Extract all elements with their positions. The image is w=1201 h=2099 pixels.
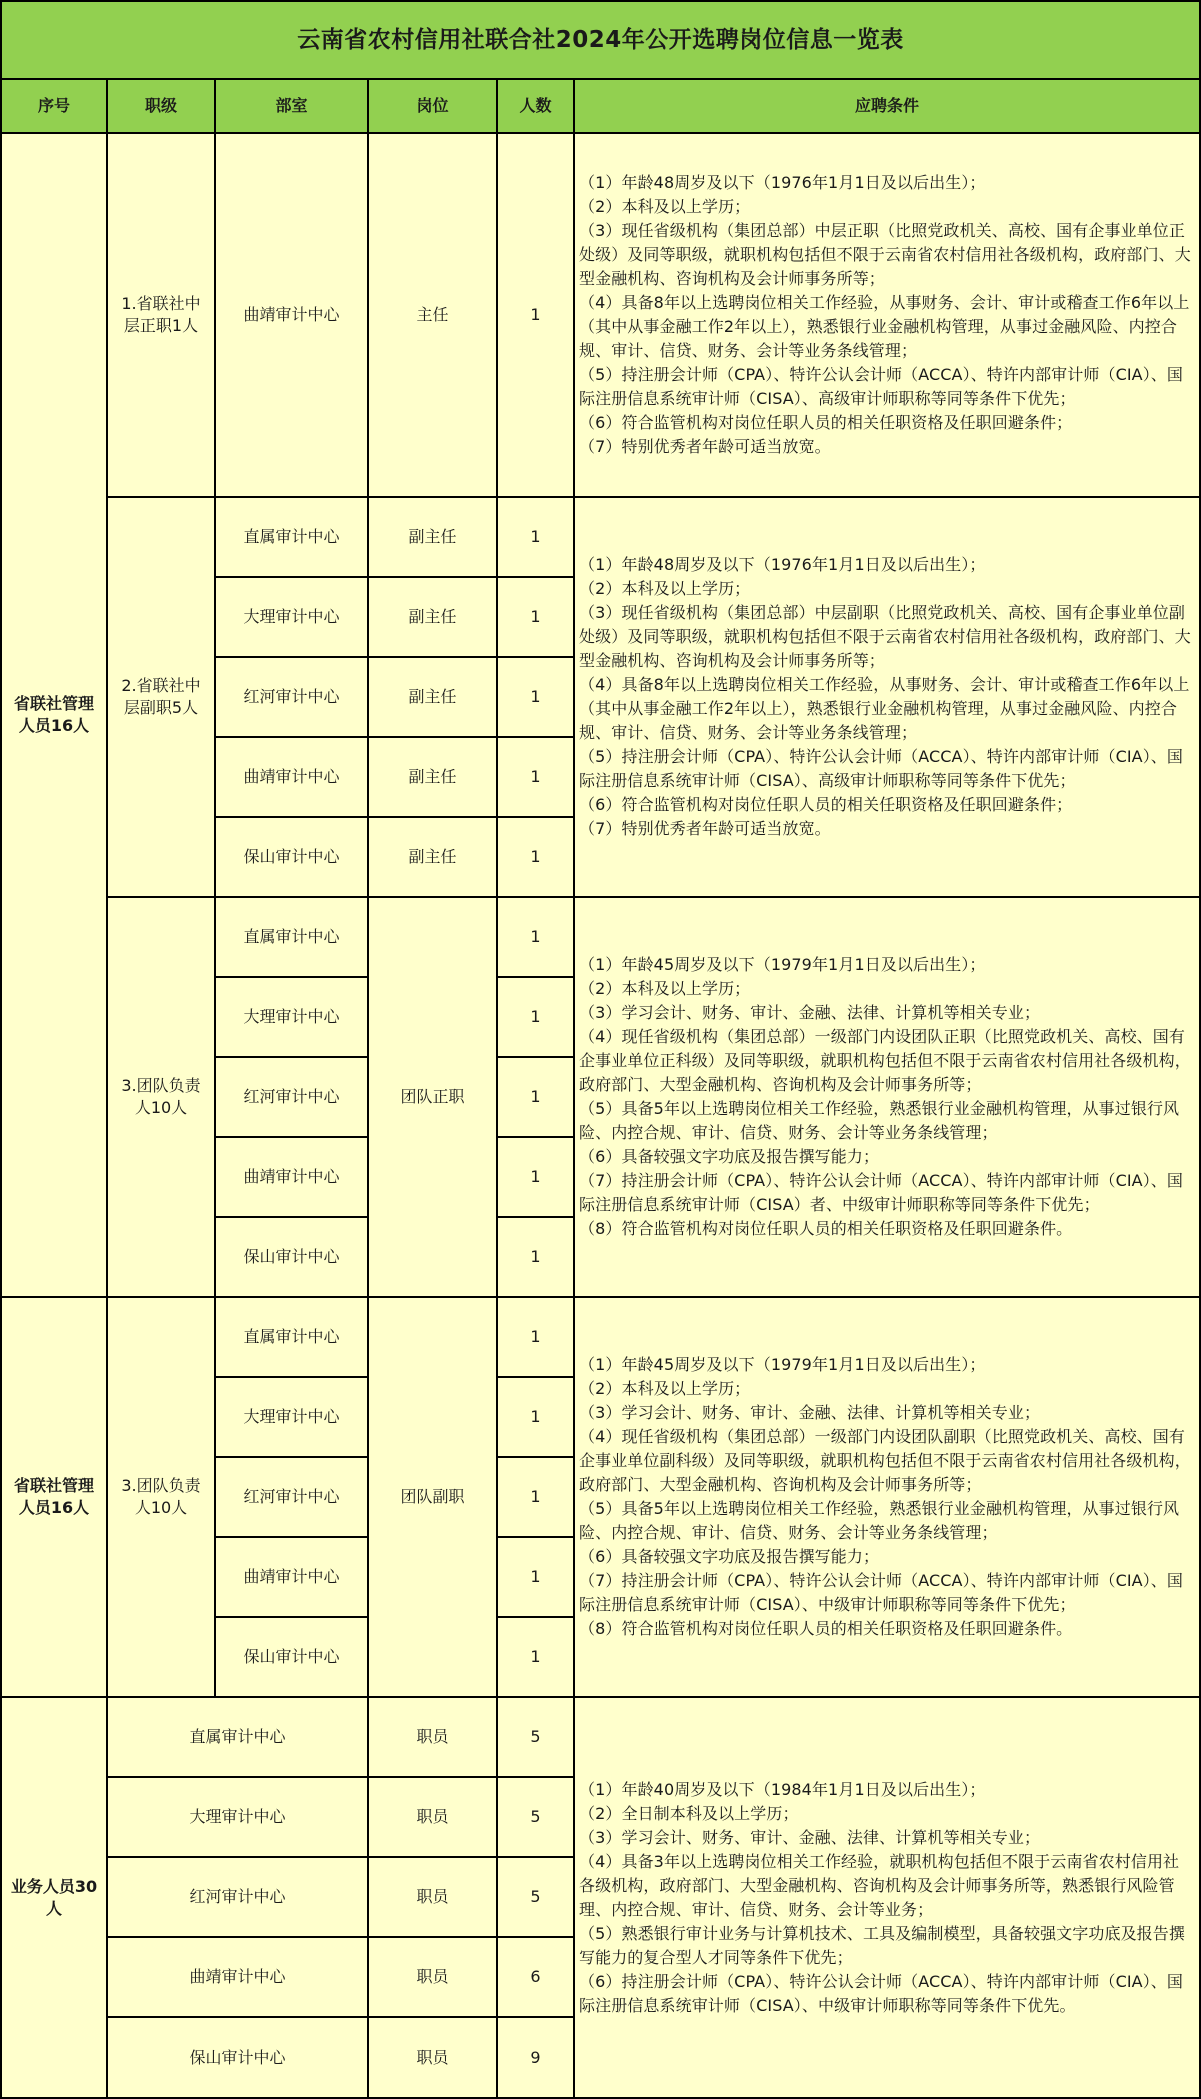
count-cell: 1: [498, 1378, 575, 1458]
count-cell: 1: [498, 134, 575, 498]
table-title: 云南省农村信用社联合社2024年公开选聘岗位信息一览表: [0, 0, 1201, 80]
count-cell: 1: [498, 738, 575, 818]
conditions-cell: [575, 898, 1201, 1298]
condition-item: （4）现任省级机构（集团总部）一级部门内设团队正职（比照党政机关、高校、国有企事业单位正科级）及同等职级，就职机构包括但不限于云南省农村信用社各级机构，政府部门、大型金融机构、咨询机构及会计师事务所等；: [579, 1027, 1191, 1094]
condition-item: （2）本科及以上学历；: [579, 1379, 751, 1398]
header-conditions: 应聘条件: [575, 80, 1201, 134]
count-cell: 5: [498, 1698, 575, 1778]
condition-item: （4）具备8年以上选聘岗位相关工作经验，从事财务、会计、审计或稽查工作6年以上（其中从事金融工作2年以上），熟悉银行业金融机构管理，从事过金融风险、内控合规、审计、信贷、财务、会计等业务条线管理；: [579, 675, 1190, 742]
condition-item: （6）具备较强文字功底及报告撰写能力；: [579, 1547, 880, 1566]
condition-item: （3）学习会计、财务、审计、金融、法律、计算机等相关专业；: [579, 1003, 1041, 1022]
condition-item: （7）持注册会计师（CPA）、特许公认会计师（ACCA）、特许内部审计师（CIA）、国际注册信息系统审计师（CISA）者、中级审计师职称等同等条件下优先；: [579, 1171, 1184, 1214]
dept-cell: 直属审计中心: [216, 498, 369, 578]
condition-item: （4）具备3年以上选聘岗位相关工作经验，就职机构包括但不限于云南省农村信用社各级机构，政府部门、大型金融机构、咨询机构及会计师事务所等，熟悉银行风险管理、内控合规、审计、信贷、财务、会计等业务；: [579, 1851, 1180, 1919]
conditions-list: [579, 1778, 1195, 2018]
dept-cell: 大理审计中心: [108, 1778, 369, 1858]
condition-item: （2）本科及以上学历；: [579, 579, 751, 598]
condition-item: （3）现任省级机构（集团总部）中层正职（比照党政机关、高校、国有企事业单位正处级）及同等职级，就职机构包括但不限于云南省农村信用社各级机构，政府部门、大型金融机构、咨询机构及会计师事务所等；: [579, 221, 1191, 288]
conditions-cell: [575, 1698, 1201, 2099]
condition-item: （5）具备5年以上选聘岗位相关工作经验，熟悉银行业金融机构管理，从事过银行风险、内控合规、审计、信贷、财务、会计等业务条线管理；: [579, 1099, 1180, 1142]
conditions-list: [579, 553, 1195, 841]
group-label: 业务人员30人: [0, 1698, 108, 2099]
position-cell: 职员: [369, 1698, 498, 1778]
condition-item: （7）持注册会计师（CPA）、特许公认会计师（ACCA）、特许内部审计师（CIA）、国际注册信息系统审计师（CISA）、中级审计师职称等同等条件下优先；: [579, 1571, 1184, 1614]
position-cell: 职员: [369, 1778, 498, 1858]
dept-cell: 红河审计中心: [216, 658, 369, 738]
position-cell: 副主任: [369, 498, 498, 578]
header-count: 人数: [498, 80, 575, 134]
condition-item: （8）符合监管机构对岗位任职人员的相关任职资格及任职回避条件。: [579, 1219, 1073, 1238]
condition-item: （1）年龄45周岁及以下（1979年1月1日及以后出生）；: [579, 955, 986, 974]
count-cell: 1: [498, 1298, 575, 1378]
condition-item: （1）年龄48周岁及以下（1976年1月1日及以后出生）；: [579, 555, 986, 574]
dept-cell: 直属审计中心: [108, 1698, 369, 1778]
position-cell: 职员: [369, 2018, 498, 2099]
count-cell: 1: [498, 498, 575, 578]
level-cell: 2.省联社中层副职5人: [108, 498, 216, 898]
dept-cell: 保山审计中心: [216, 1218, 369, 1298]
position-cell: 团队正职: [369, 898, 498, 1298]
dept-cell: 曲靖审计中心: [216, 738, 369, 818]
header-level: 职级: [108, 80, 216, 134]
condition-item: （4）现任省级机构（集团总部）一级部门内设团队副职（比照党政机关、高校、国有企事业单位副科级）及同等职级，就职机构包括但不限于云南省农村信用社各级机构，政府部门、大型金融机构、咨询机构及会计师事务所等；: [579, 1427, 1191, 1494]
position-cell: 职员: [369, 1858, 498, 1938]
dept-cell: 曲靖审计中心: [216, 134, 369, 498]
header-position: 岗位: [369, 80, 498, 134]
dept-cell: 直属审计中心: [216, 898, 369, 978]
count-cell: 1: [498, 1538, 575, 1618]
position-cell: 副主任: [369, 818, 498, 898]
conditions-cell: [575, 498, 1201, 898]
count-cell: 5: [498, 1778, 575, 1858]
dept-cell: 大理审计中心: [216, 578, 369, 658]
position-cell: 主任: [369, 134, 498, 498]
count-cell: 1: [498, 818, 575, 898]
condition-item: （2）本科及以上学历；: [579, 197, 751, 216]
count-cell: 6: [498, 1938, 575, 2018]
count-cell: 1: [498, 1218, 575, 1298]
header-dept: 部室: [216, 80, 369, 134]
condition-item: （2）全日制本科及以上学历；: [579, 1803, 799, 1823]
condition-item: （6）具备较强文字功底及报告撰写能力；: [579, 1147, 880, 1166]
condition-item: （5）持注册会计师（CPA）、特许公认会计师（ACCA）、特许内部审计师（CIA）、国际注册信息系统审计师（CISA）、高级审计师职称等同等条件下优先；: [579, 365, 1184, 408]
condition-item: （7）特别优秀者年龄可适当放宽。: [579, 819, 831, 838]
position-cell: 副主任: [369, 738, 498, 818]
dept-cell: 大理审计中心: [216, 978, 369, 1058]
count-cell: 5: [498, 1858, 575, 1938]
condition-item: （6）符合监管机构对岗位任职人员的相关任职资格及任职回避条件；: [579, 413, 1073, 432]
conditions-list: [579, 171, 1195, 459]
count-cell: 1: [498, 1058, 575, 1138]
condition-item: （1）年龄40周岁及以下（1984年1月1日及以后出生）；: [579, 1779, 986, 1799]
count-cell: 1: [498, 1138, 575, 1218]
count-cell: 1: [498, 898, 575, 978]
condition-item: （4）具备8年以上选聘岗位相关工作经验，从事财务、会计、审计或稽查工作6年以上（其中从事金融工作2年以上），熟悉银行业金融机构管理，从事过金融风险、内控合规、审计、信贷、财务、会计等业务条线管理；: [579, 293, 1190, 360]
conditions-list: [579, 1353, 1195, 1641]
condition-item: （1）年龄48周岁及以下（1976年1月1日及以后出生）；: [579, 173, 986, 192]
count-cell: 1: [498, 578, 575, 658]
condition-item: （3）现任省级机构（集团总部）中层副职（比照党政机关、高校、国有企事业单位副处级）及同等职级，就职机构包括但不限于云南省农村信用社各级机构，政府部门、大型金融机构、咨询机构及会计师事务所等；: [579, 603, 1191, 670]
condition-item: （5）持注册会计师（CPA）、特许公认会计师（ACCA）、特许内部审计师（CIA）、国际注册信息系统审计师（CISA）、高级审计师职称等同等条件下优先；: [579, 747, 1184, 790]
condition-item: （5）具备5年以上选聘岗位相关工作经验，熟悉银行业金融机构管理，从事过银行风险、内控合规、审计、信贷、财务、会计等业务条线管理；: [579, 1499, 1180, 1542]
dept-cell: 曲靖审计中心: [108, 1938, 369, 2018]
level-cell: 3.团队负责人10人: [108, 1298, 216, 1698]
level-cell: 1.省联社中层正职1人: [108, 134, 216, 498]
condition-item: （8）符合监管机构对岗位任职人员的相关任职资格及任职回避条件。: [579, 1619, 1073, 1638]
count-cell: 1: [498, 978, 575, 1058]
dept-cell: 红河审计中心: [108, 1858, 369, 1938]
condition-item: （3）学习会计、财务、审计、金融、法律、计算机等相关专业；: [579, 1403, 1041, 1422]
condition-item: （6）符合监管机构对岗位任职人员的相关任职资格及任职回避条件；: [579, 795, 1073, 814]
condition-item: （1）年龄45周岁及以下（1979年1月1日及以后出生）；: [579, 1355, 986, 1374]
conditions-cell: [575, 134, 1201, 498]
position-cell: 职员: [369, 1938, 498, 2018]
dept-cell: 曲靖审计中心: [216, 1538, 369, 1618]
level-cell: 3.团队负责人10人: [108, 898, 216, 1298]
count-cell: 9: [498, 2018, 575, 2099]
group-label: 省联社管理人员16人: [0, 134, 108, 1298]
count-cell: 1: [498, 658, 575, 738]
condition-item: （5）熟悉银行审计业务与计算机技术、工具及编制模型，具备较强文字功底及报告撰写能力的复合型人才同等条件下优先；: [579, 1923, 1185, 1967]
count-cell: 1: [498, 1618, 575, 1698]
dept-cell: 保山审计中心: [216, 1618, 369, 1698]
condition-item: （2）本科及以上学历；: [579, 979, 751, 998]
count-cell: 1: [498, 1458, 575, 1538]
condition-item: （6）持注册会计师（CPA）、特许公认会计师（ACCA）、特许内部审计师（CIA）、国际注册信息系统审计师（CISA）、中级审计师职称等同等条件下优先。: [579, 1971, 1184, 2015]
dept-cell: 红河审计中心: [216, 1458, 369, 1538]
dept-cell: 保山审计中心: [108, 2018, 369, 2099]
condition-item: （7）特别优秀者年龄可适当放宽。: [579, 437, 831, 456]
dept-cell: 红河审计中心: [216, 1058, 369, 1138]
dept-cell: 大理审计中心: [216, 1378, 369, 1458]
conditions-list: [579, 953, 1195, 1241]
dept-cell: 直属审计中心: [216, 1298, 369, 1378]
header-seq: 序号: [0, 80, 108, 134]
position-cell: 团队副职: [369, 1298, 498, 1698]
dept-cell: 曲靖审计中心: [216, 1138, 369, 1218]
group-label: 省联社管理人员16人: [0, 1298, 108, 1698]
position-cell: 副主任: [369, 658, 498, 738]
position-cell: 副主任: [369, 578, 498, 658]
condition-item: （3）学习会计、财务、审计、金融、法律、计算机等相关专业；: [579, 1827, 1041, 1847]
dept-cell: 保山审计中心: [216, 818, 369, 898]
conditions-cell: [575, 1298, 1201, 1698]
